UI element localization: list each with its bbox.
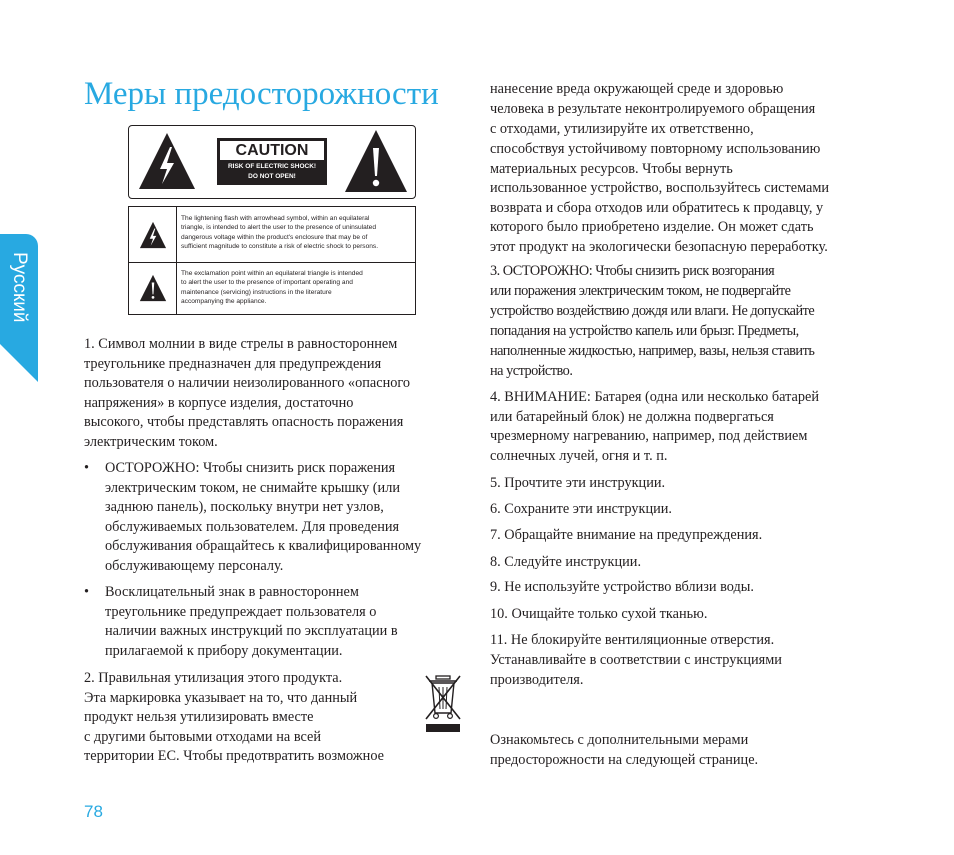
caution-label (128, 125, 416, 199)
bullet-exclamation: • Восклицательный знак в равностороннем треугольнике предупреждает пользователя о наличии важных инструкций по эксплуатации в прилагаемой к прибору документации. (84, 584, 398, 659)
caution-text: CAUTION (220, 141, 324, 160)
page-number: 78 (84, 802, 103, 821)
symbol-row-lightning (129, 207, 415, 263)
item-8: 8. Следуйте инструкции. (490, 554, 642, 570)
item-10: 10. Очищайте только сухой тканью. (490, 606, 708, 622)
risk-text: RISK OF ELECTRIC SHOCK! DO NOT OPEN! (227, 163, 317, 180)
exclamation-warning-icon (343, 128, 409, 194)
exclamation-warning-icon (139, 274, 167, 302)
item-5: 5. Прочтите эти инструкции. (490, 475, 666, 491)
symbol-text-exclamation: The exclamation point within an equilateral triangle is intended to alert the user to the presence of important operating and maintenance (servicing) instructions in the literature accompanying the appliance. (181, 270, 363, 306)
lightning-warning-icon (137, 131, 197, 191)
bullet-caution: • ОСТОРОЖНО: Чтобы снизить риск поражения электрическим током, не снимайте крышку (или заднюю панель), поскольку внутри нет узлов, обслуживаемых пользователем. Для проведения обслуживания обращайтесь к квалифицированному обслуживающему персоналу. (84, 460, 422, 574)
caution-box (217, 138, 327, 185)
item-6: 6. Сохраните эти инструкции. (490, 501, 672, 517)
item-9: 9. Не используйте устройство вблизи воды. (490, 579, 754, 595)
item-7: 7. Обращайте внимание на предупреждения. (490, 527, 763, 543)
symbol-table (128, 206, 416, 315)
item-1: 1. Символ молнии в виде стрелы в равностороннем треугольнике предназначен для предупреждения пользователя о наличии неизолированного «опасного напряжения» в корпусе изделия, достаточно высокого, чтобы представлять опасность поражения электрическим током. (84, 336, 411, 450)
symbol-row-exclamation (129, 262, 415, 314)
bullet-marker: • (84, 584, 90, 600)
language-tab (0, 234, 38, 382)
language-tab-label: Русский (9, 252, 30, 323)
page-title: Меры предосторожности (84, 76, 439, 112)
bullet-marker: • (84, 460, 90, 476)
lightning-warning-icon (139, 221, 167, 249)
symbol-text-lightning: The lightening flash with arrowhead symbol, within an equilateral triangle, is intended to alert the user to the presence of uninsulated dangerous voltage within the product's enclosure that may be of sufficient magnitude to constitute a risk of electric shock to persons. (181, 215, 379, 251)
item-2: 2. Правильная утилизация этого продукта. Эта маркировка указывает на то, что данный продукт нельзя утилизировать вместе с другими бытовыми отходами на всей территории ЕС. Чтобы предотвратить возможное (84, 670, 384, 765)
crossed-bin-icon (423, 673, 463, 733)
